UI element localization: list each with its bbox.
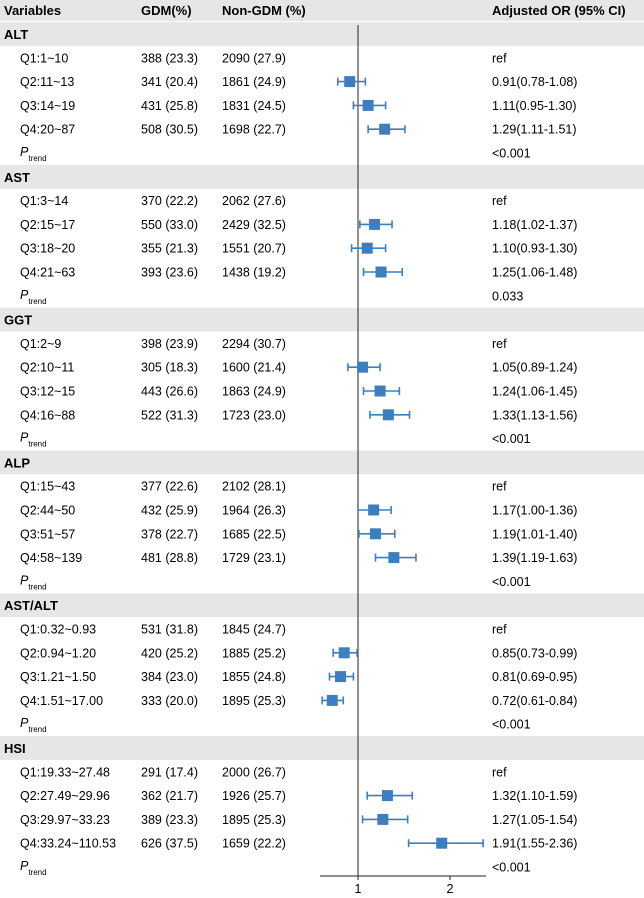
group-name: GGT: [4, 312, 33, 328]
row-label: Q3:18~20: [20, 241, 76, 256]
or-point: [379, 124, 390, 135]
or-point: [376, 267, 387, 278]
row-label: Q1:2~9: [20, 336, 62, 351]
row-or: 0.81(0.69-0.95): [492, 670, 578, 685]
row-nongdm: 2000 (26.7): [222, 765, 286, 780]
row-nongdm: 1895 (25.3): [222, 812, 286, 827]
x-axis: [320, 876, 486, 896]
row-nongdm: 1698 (22.7): [222, 122, 286, 137]
p-trend-label: $P_{trend}$: [20, 716, 47, 735]
or-point: [388, 552, 399, 563]
p-trend-value: <0.001: [492, 146, 531, 161]
group-header-band: [0, 451, 644, 475]
or-point: [369, 219, 380, 230]
or-point: [436, 838, 447, 849]
row-gdm: 305 (18.3): [141, 360, 198, 375]
p-trend-value: 0.033: [492, 289, 524, 304]
header-gdm: GDM(%): [141, 3, 192, 18]
p-trend-label: $P_{trend}$: [20, 573, 47, 592]
or-point: [363, 100, 374, 111]
row-or: 0.91(0.78-1.08): [492, 75, 578, 90]
row-label: Q4:21~63: [20, 265, 76, 280]
row-or: 1.32(1.10-1.59): [492, 789, 578, 804]
p-trend-value: <0.001: [492, 717, 531, 732]
p-trend-label: $P_{trend}$: [20, 287, 47, 306]
p-trend-label: $P_{trend}$: [20, 859, 47, 877]
group-header-band: [0, 165, 644, 189]
x-tick-label: 1: [354, 882, 362, 896]
row-gdm: 531 (31.8): [141, 622, 198, 637]
header-nongdm: Non-GDM (%): [222, 3, 306, 18]
row-gdm: 388 (23.3): [141, 51, 198, 66]
row-gdm: 481 (28.8): [141, 551, 198, 566]
row-nongdm: 2102 (28.1): [222, 479, 286, 494]
row-gdm: 522 (31.3): [141, 408, 198, 423]
row-nongdm: 1885 (25.2): [222, 646, 286, 661]
or-point: [375, 386, 386, 397]
row-label: Q4:58~139: [20, 551, 83, 566]
row-or: 1.05(0.89-1.24): [492, 360, 578, 375]
row-nongdm: 1831 (24.5): [222, 98, 286, 113]
row-label: Q2:11~13: [20, 75, 75, 90]
row-gdm: 393 (23.6): [141, 265, 198, 280]
p-trend-value: <0.001: [492, 574, 531, 589]
row-label: Q1:1~10: [20, 51, 69, 66]
row-label: Q4:33.24~110.53: [20, 836, 117, 851]
row-nongdm: 1659 (22.2): [222, 836, 286, 851]
row-label: Q4:16~88: [20, 408, 76, 423]
row-gdm: 378 (22.7): [141, 527, 198, 542]
row-or: ref: [492, 336, 507, 351]
group-header-band: [0, 593, 644, 617]
row-nongdm: 1729 (23.1): [222, 551, 286, 566]
row-or: 1.24(1.06-1.45): [492, 384, 578, 399]
row-or: 0.85(0.73-0.99): [492, 646, 578, 661]
row-or: 1.11(0.95-1.30): [492, 98, 577, 113]
or-point: [344, 76, 355, 87]
row-label: Q2:15~17: [20, 217, 76, 232]
row-gdm: 362 (21.7): [141, 789, 198, 804]
row-or: ref: [492, 51, 507, 66]
row-label: Q3:14~19: [20, 98, 76, 113]
row-or: ref: [492, 194, 507, 209]
row-or: ref: [492, 622, 507, 637]
row-nongdm: 1723 (23.0): [222, 408, 286, 423]
row-gdm: 398 (23.9): [141, 336, 198, 351]
row-nongdm: 1438 (19.2): [222, 265, 286, 280]
group-name: HSI: [4, 741, 26, 756]
row-gdm: 431 (25.8): [141, 98, 198, 113]
row-nongdm: 1685 (22.5): [222, 527, 286, 542]
row-or: 1.17(1.00-1.36): [492, 503, 578, 518]
row-gdm: 626 (37.5): [141, 836, 198, 851]
group-name: ALT: [4, 27, 29, 42]
row-or: 1.29(1.11-1.51): [492, 122, 577, 137]
row-gdm: 508 (30.5): [141, 122, 198, 137]
or-point: [327, 695, 338, 706]
row-label: Q4:20~87: [20, 122, 76, 137]
group-header-band: [0, 736, 644, 760]
row-or: 1.91(1.55-2.36): [492, 836, 578, 851]
row-nongdm: 2090 (27.9): [222, 51, 286, 66]
row-nongdm: 1895 (25.3): [222, 693, 286, 708]
row-label: Q2:10~11: [20, 360, 75, 375]
header-variables: Variables: [4, 3, 62, 18]
row-label: Q3:51~57: [20, 527, 76, 542]
group-name: AST/ALT: [4, 598, 58, 614]
or-point: [377, 814, 388, 825]
row-or: 1.18(1.02-1.37): [492, 217, 578, 232]
p-trend-label: $P_{trend}$: [20, 145, 47, 163]
row-or: 1.25(1.06-1.48): [492, 265, 578, 280]
x-tick-label: 2: [446, 882, 454, 896]
row-gdm: 384 (23.0): [141, 670, 198, 685]
row-label: Q2:44~50: [20, 503, 76, 518]
or-point: [362, 243, 373, 254]
row-or: 0.72(0.61-0.84): [492, 693, 578, 708]
row-gdm: 389 (23.3): [141, 812, 198, 827]
group-name: AST: [4, 169, 30, 185]
row-label: Q4:1.51~17.00: [20, 693, 104, 708]
row-gdm: 420 (25.2): [141, 646, 198, 661]
row-nongdm: 1845 (24.7): [222, 622, 286, 637]
row-label: Q3:12~15: [20, 384, 76, 399]
row-gdm: 341 (20.4): [141, 75, 198, 90]
group-header-band: [0, 308, 644, 332]
group-header-band: [0, 22, 644, 46]
row-label: Q3:1.21~1.50: [20, 670, 97, 685]
row-or: 1.33(1.13-1.56): [492, 408, 578, 423]
row-nongdm: 1926 (25.7): [222, 789, 286, 804]
row-or: ref: [492, 479, 507, 494]
row-label: Q2:27.49~29.96: [20, 789, 111, 804]
header-or: Adjusted OR (95% CI): [492, 3, 626, 18]
row-nongdm: 1600 (21.4): [222, 360, 286, 375]
row-label: Q1:0.32~0.93: [20, 622, 97, 637]
row-or: 1.39(1.19-1.63): [492, 551, 578, 566]
or-point: [370, 528, 381, 539]
p-trend-label: $P_{trend}$: [20, 430, 47, 449]
row-gdm: 370 (22.2): [141, 194, 198, 209]
row-or: 1.19(1.01-1.40): [492, 527, 578, 542]
row-label: Q1:15~43: [20, 479, 76, 494]
p-trend-value: <0.001: [492, 432, 531, 447]
row-gdm: 291 (17.4): [141, 765, 198, 780]
or-point: [335, 671, 346, 682]
row-label: Q3:29.97~33.23: [20, 812, 111, 827]
or-point: [339, 647, 350, 658]
row-gdm: 443 (26.6): [141, 384, 198, 399]
or-point: [357, 362, 368, 373]
or-point: [383, 409, 394, 420]
row-nongdm: 1855 (24.8): [222, 670, 286, 685]
row-gdm: 550 (33.0): [141, 217, 198, 232]
row-or: 1.10(0.93-1.30): [492, 241, 578, 256]
row-nongdm: 2294 (30.7): [222, 336, 286, 351]
or-point: [368, 505, 379, 516]
row-or: 1.27(1.05-1.54): [492, 812, 578, 827]
group-name: ALP: [4, 455, 30, 471]
row-or: ref: [492, 765, 507, 780]
or-point: [382, 790, 393, 801]
row-label: Q1:3~14: [20, 194, 69, 209]
row-label: Q2:0.94~1.20: [20, 646, 97, 661]
row-gdm: 333 (20.0): [141, 693, 198, 708]
row-nongdm: 1863 (24.9): [222, 384, 286, 399]
row-gdm: 432 (25.9): [141, 503, 198, 518]
row-gdm: 377 (22.6): [141, 479, 198, 494]
row-nongdm: 2429 (32.5): [222, 217, 286, 232]
row-nongdm: 1551 (20.7): [222, 241, 286, 256]
row-nongdm: 1861 (24.9): [222, 75, 286, 90]
p-trend-value: <0.001: [492, 860, 531, 875]
row-gdm: 355 (21.3): [141, 241, 198, 256]
row-label: Q1:19.33~27.48: [20, 765, 111, 780]
row-nongdm: 1964 (26.3): [222, 503, 286, 518]
row-nongdm: 2062 (27.6): [222, 194, 286, 209]
